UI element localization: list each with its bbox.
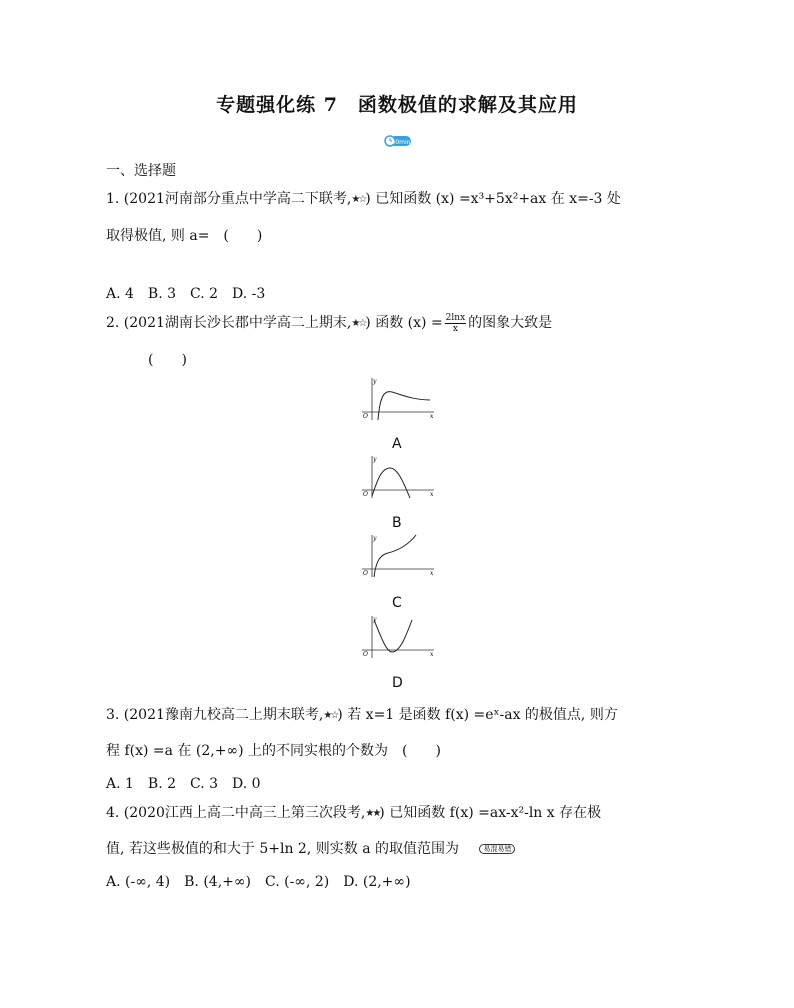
question-4-line-1 — [106, 802, 601, 822]
q1-body: (x) =x³+5x²+ax 在 x=-3 处 — [435, 191, 621, 207]
graph-b — [358, 454, 438, 499]
origin-label: O — [363, 413, 368, 420]
graph-a — [358, 376, 438, 421]
svg-text:x: x — [430, 651, 434, 658]
time-badge-text: 40min — [391, 139, 411, 146]
difficulty-star-icon: ★★ — [365, 808, 380, 819]
question-1-line-1 — [106, 188, 621, 208]
q3-body: x=1 是函数 f(x) =eˣ-ax 的极值点, 则方 — [365, 707, 618, 723]
section-heading: 一、选择题 — [106, 163, 176, 179]
q2-mid: ) 函数 — [365, 315, 404, 331]
question-3-line-2: 程 f(x) =a 在 (2,+∞) 上的不同实根的个数为 ( ) — [106, 743, 441, 759]
svg-text:O: O — [363, 651, 368, 658]
difficulty-star-icon: ★☆ — [351, 194, 366, 205]
svg-text:O: O — [363, 491, 368, 498]
q4-lead: 4. (2020江西上高二中高三上第三次段考, — [106, 805, 366, 821]
svg-text:y: y — [373, 535, 377, 542]
difficulty-star-icon: ★☆ — [323, 710, 338, 721]
q4-body: f(x) =ax-x²-ln x 存在极 — [449, 805, 602, 821]
svg-text:x: x — [430, 570, 434, 577]
q1-lead: 1. (2021河南部分重点中学高二下联考, — [106, 191, 352, 207]
graph-d-label: D — [392, 675, 403, 691]
fraction — [445, 313, 466, 334]
question-1-line-2: 取得极值, 则 a= ( ) — [106, 228, 263, 244]
page-title: 专题强化练 7 函数极值的求解及其应用 — [216, 94, 578, 116]
svg-text:y: y — [373, 616, 377, 623]
question-2-line-1 — [106, 312, 552, 334]
question-2-answer-paren: ( ) — [148, 352, 187, 368]
q2-body: (x) = — [407, 315, 443, 331]
graph-c-label: C — [392, 595, 402, 611]
svg-text:x: x — [430, 491, 434, 498]
question-1-options: A. 4 B. 3 C. 2 D. -3 — [106, 286, 266, 302]
fraction-numerator: 2lnx — [445, 312, 466, 323]
graph-d — [358, 614, 438, 659]
q2-tail: 的图象大致是 — [468, 315, 553, 331]
q1-mid: ) 已知函数 — [365, 191, 432, 207]
confusion-tag: 易混易错 — [479, 844, 515, 854]
graph-a-label: A — [392, 436, 402, 452]
q2-lead: 2. (2021湖南长沙长郡中学高二上期末, — [106, 315, 352, 331]
svg-text:O: O — [363, 570, 368, 577]
svg-text:y: y — [373, 456, 377, 463]
difficulty-star-icon: ★☆ — [351, 318, 366, 329]
time-badge-icon — [384, 135, 412, 147]
question-3-options: A. 1 B. 2 C. 3 D. 0 — [106, 776, 261, 792]
q3-lead: 3. (2021豫南九校高二上期末联考, — [106, 707, 324, 723]
question-3-line-1 — [106, 704, 618, 724]
y-axis-label: y — [373, 378, 377, 385]
graph-b-label: B — [392, 515, 402, 531]
q4-line2-text: 值, 若这些极值的和大于 5+ln 2, 则实数 a 的取值范围为 — [106, 841, 459, 857]
x-axis-label: x — [430, 413, 434, 420]
q4-mid: ) 已知函数 — [379, 805, 446, 821]
fraction-denominator: x — [452, 323, 458, 334]
graph-c — [358, 533, 438, 578]
question-4-options: A. (-∞, 4) B. (4,+∞) C. (-∞, 2) D. (2,+∞) — [106, 874, 411, 890]
question-4-line-2 — [106, 838, 515, 858]
q3-mid: ) 若 — [337, 707, 362, 723]
